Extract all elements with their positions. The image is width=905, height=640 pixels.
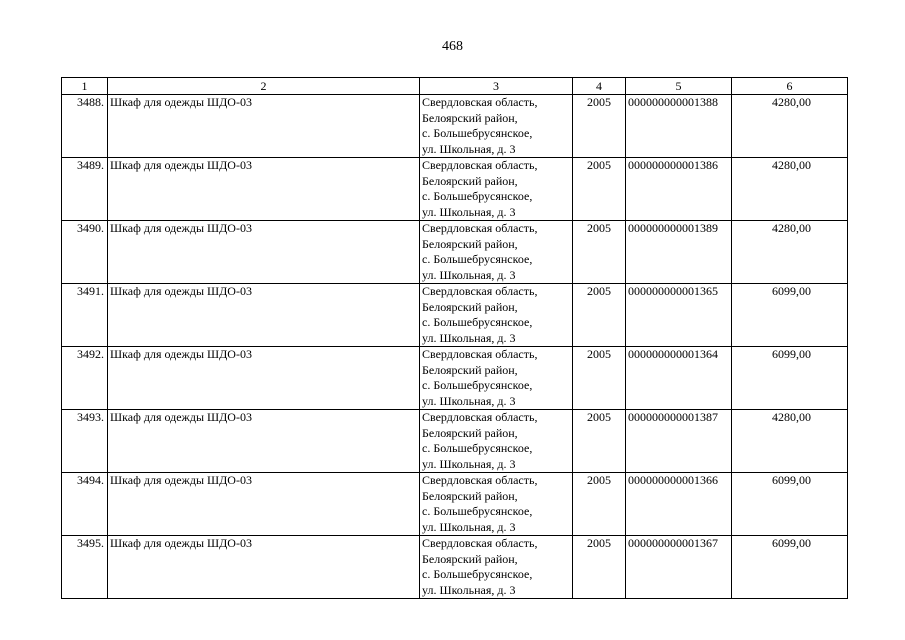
address-line: с. Большебрусянское,	[422, 378, 533, 392]
address-line: Белоярский район,	[422, 110, 518, 125]
item-name: Шкаф для одежды ШДО-03	[108, 536, 420, 599]
header-row	[62, 78, 848, 95]
item-value: 6099,00	[732, 473, 848, 536]
inventory-code: 000000000001365	[626, 284, 732, 347]
column-header-6: 6	[732, 78, 848, 95]
item-year: 2005	[573, 158, 626, 221]
table-row	[62, 347, 848, 410]
inventory-code: 000000000001366	[626, 473, 732, 536]
item-value: 4280,00	[732, 95, 848, 158]
item-name: Шкаф для одежды ШДО-03	[108, 95, 420, 158]
row-number: 3488.	[62, 95, 108, 158]
table-row	[62, 95, 848, 158]
item-value: 4280,00	[732, 410, 848, 473]
address-line: ул. Школьная, д. 3	[422, 204, 516, 219]
address-line: Белоярский район,	[422, 173, 518, 188]
address-line: Белоярский район,	[422, 425, 518, 440]
column-header-4: 4	[573, 78, 626, 95]
address-line: ул. Школьная, д. 3	[422, 267, 516, 282]
address-line: Свердловская область,	[422, 347, 538, 361]
item-address	[420, 158, 573, 221]
item-address	[420, 473, 573, 536]
row-number: 3490.	[62, 221, 108, 284]
row-number: 3489.	[62, 158, 108, 221]
address-line: с. Большебрусянское,	[422, 126, 533, 140]
address-line: с. Большебрусянское,	[422, 504, 533, 518]
inventory-code: 000000000001387	[626, 410, 732, 473]
inventory-code: 000000000001367	[626, 536, 732, 599]
inventory-code: 000000000001388	[626, 95, 732, 158]
item-year: 2005	[573, 347, 626, 410]
item-address	[420, 347, 573, 410]
column-header-3: 3	[420, 78, 573, 95]
item-name: Шкаф для одежды ШДО-03	[108, 473, 420, 536]
item-year: 2005	[573, 410, 626, 473]
row-number: 3492.	[62, 347, 108, 410]
item-value: 6099,00	[732, 347, 848, 410]
address-line: Свердловская область,	[422, 221, 538, 235]
address-line: с. Большебрусянское,	[422, 441, 533, 455]
row-number: 3494.	[62, 473, 108, 536]
inventory-code: 000000000001364	[626, 347, 732, 410]
table-row	[62, 221, 848, 284]
row-number: 3493.	[62, 410, 108, 473]
item-year: 2005	[573, 95, 626, 158]
table-row	[62, 284, 848, 347]
page-number: 468	[442, 39, 463, 54]
row-number: 3495.	[62, 536, 108, 599]
address-line: Свердловская область,	[422, 473, 538, 487]
table-row	[62, 473, 848, 536]
address-line: Белоярский район,	[422, 551, 518, 566]
item-name: Шкаф для одежды ШДО-03	[108, 158, 420, 221]
item-year: 2005	[573, 536, 626, 599]
address-line: ул. Школьная, д. 3	[422, 582, 516, 597]
address-line: ул. Школьная, д. 3	[422, 393, 516, 408]
address-line: Свердловская область,	[422, 536, 538, 550]
address-line: Свердловская область,	[422, 284, 538, 298]
inventory-code: 000000000001389	[626, 221, 732, 284]
inventory-code: 000000000001386	[626, 158, 732, 221]
item-name: Шкаф для одежды ШДО-03	[108, 410, 420, 473]
item-value: 4280,00	[732, 221, 848, 284]
item-address	[420, 410, 573, 473]
table-row	[62, 158, 848, 221]
address-line: Белоярский район,	[422, 488, 518, 503]
item-address	[420, 95, 573, 158]
item-name: Шкаф для одежды ШДО-03	[108, 347, 420, 410]
address-line: Свердловская область,	[422, 158, 538, 172]
address-line: ул. Школьная, д. 3	[422, 456, 516, 471]
address-line: Свердловская область,	[422, 95, 538, 109]
address-line: Белоярский район,	[422, 362, 518, 377]
property-register-table	[61, 77, 848, 599]
table-row	[62, 536, 848, 599]
address-line: Белоярский район,	[422, 299, 518, 314]
address-line: с. Большебрусянское,	[422, 252, 533, 266]
item-address	[420, 536, 573, 599]
item-name: Шкаф для одежды ШДО-03	[108, 221, 420, 284]
address-line: с. Большебрусянское,	[422, 567, 533, 581]
item-value: 6099,00	[732, 284, 848, 347]
item-year: 2005	[573, 284, 626, 347]
item-value: 4280,00	[732, 158, 848, 221]
row-number: 3491.	[62, 284, 108, 347]
address-line: ул. Школьная, д. 3	[422, 519, 516, 534]
column-header-1: 1	[62, 78, 108, 95]
item-address	[420, 284, 573, 347]
address-line: ул. Школьная, д. 3	[422, 330, 516, 345]
address-line: ул. Школьная, д. 3	[422, 141, 516, 156]
item-name: Шкаф для одежды ШДО-03	[108, 284, 420, 347]
address-line: Белоярский район,	[422, 236, 518, 251]
item-address	[420, 221, 573, 284]
item-year: 2005	[573, 473, 626, 536]
column-header-5: 5	[626, 78, 732, 95]
item-year: 2005	[573, 221, 626, 284]
address-line: с. Большебрусянское,	[422, 189, 533, 203]
table-row	[62, 410, 848, 473]
address-line: Свердловская область,	[422, 410, 538, 424]
address-line: с. Большебрусянское,	[422, 315, 533, 329]
item-value: 6099,00	[732, 536, 848, 599]
column-header-2: 2	[108, 78, 420, 95]
